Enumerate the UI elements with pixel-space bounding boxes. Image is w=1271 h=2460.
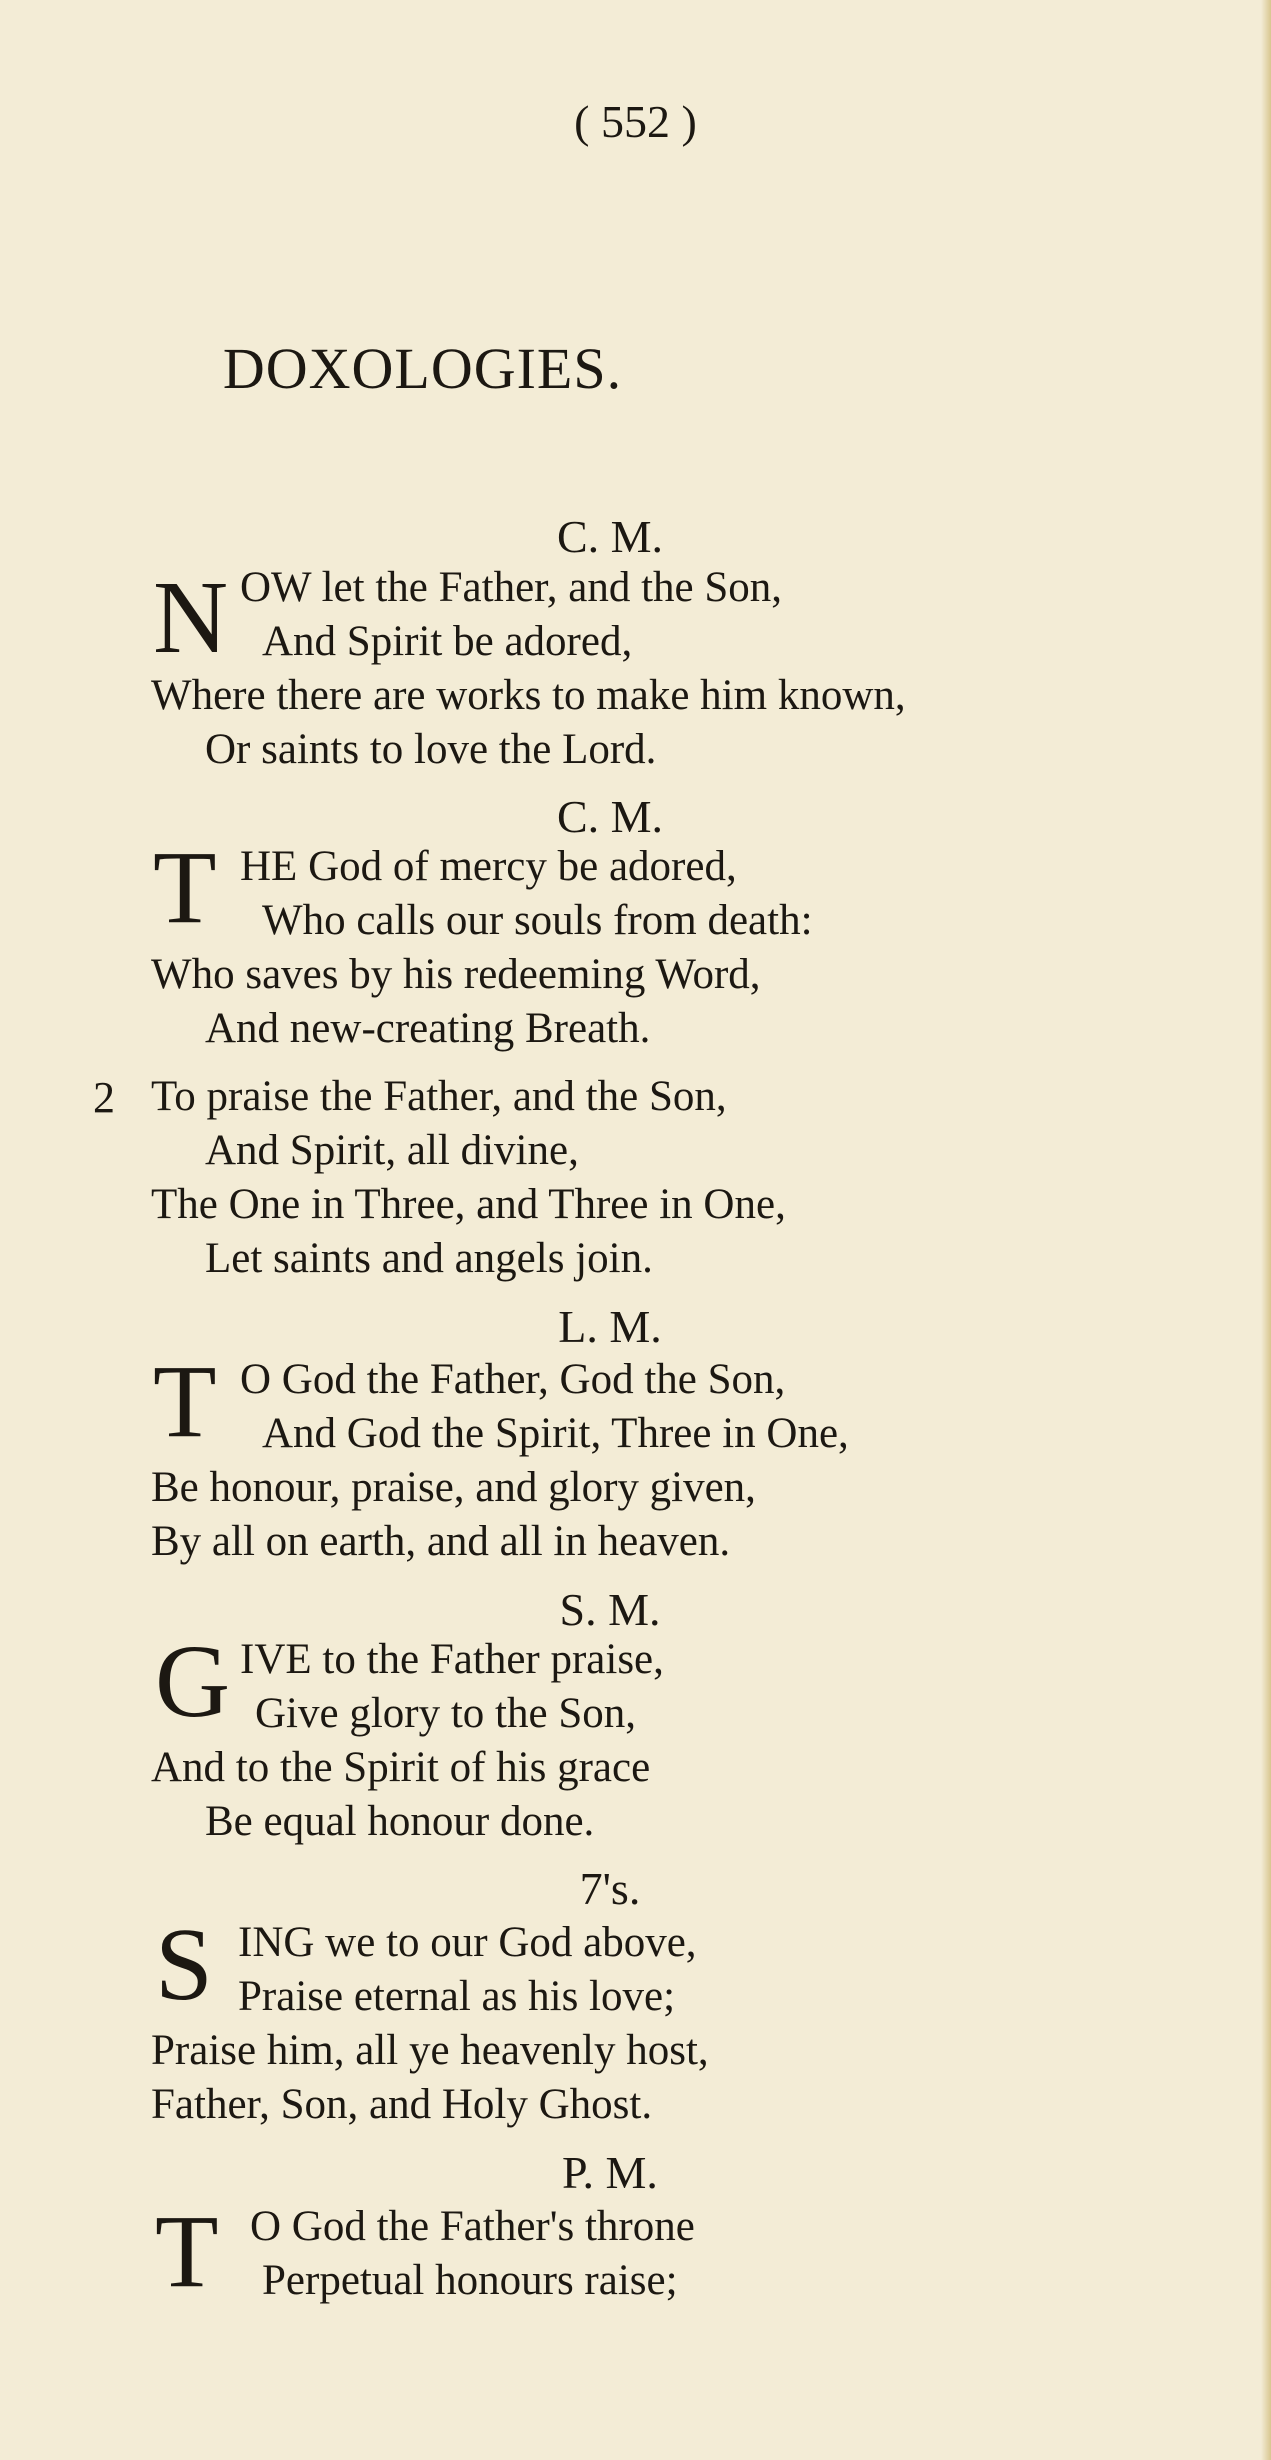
page-edge xyxy=(1261,0,1271,2460)
verse-line: Who calls our souls from death: xyxy=(262,897,813,944)
verse-line: By all on earth, and all in heaven. xyxy=(151,1518,731,1565)
verse-line: Or saints to love the Lord. xyxy=(205,726,657,773)
verse-line: Be honour, praise, and glory given, xyxy=(151,1464,756,1511)
drop-cap: T xyxy=(153,830,217,945)
verse-line: O God the Father, God the Son, xyxy=(240,1356,786,1403)
verse-line: To praise the Father, and the Son, xyxy=(151,1073,727,1120)
meter-heading: P. M. xyxy=(562,2147,658,2198)
meter-heading: L. M. xyxy=(558,1301,662,1352)
verse-line: ING we to our God above, xyxy=(238,1919,697,1966)
verse-line: Give glory to the Son, xyxy=(255,1690,636,1737)
verse-line: Who saves by his redeeming Word, xyxy=(151,951,761,998)
verse-line: And God the Spirit, Three in One, xyxy=(262,1410,849,1457)
page-number: ( 552 ) xyxy=(574,96,697,147)
drop-cap: N xyxy=(153,560,229,675)
verse-line: Let saints and angels join. xyxy=(205,1235,653,1282)
verse-line: And to the Spirit of his grace xyxy=(151,1744,651,1791)
drop-cap: T xyxy=(155,2194,219,2309)
verse-line: Father, Son, and Holy Ghost. xyxy=(151,2081,653,2128)
stanza-number: 2 xyxy=(93,1073,115,1122)
meter-heading: 7's. xyxy=(579,1863,641,1914)
verse-line: And Spirit, all divine, xyxy=(205,1127,579,1174)
drop-cap: G xyxy=(155,1624,231,1739)
verse-line: The One in Three, and Three in One, xyxy=(151,1181,786,1228)
drop-cap: T xyxy=(153,1344,217,1459)
meter-heading: C. M. xyxy=(556,511,664,562)
verse-line: Praise eternal as his love; xyxy=(238,1973,676,2020)
verse-line: O God the Father's throne xyxy=(250,2203,695,2250)
verse-line: IVE to the Father praise, xyxy=(240,1636,664,1683)
verse-line: And Spirit be adored, xyxy=(262,618,633,665)
page-title: DOXOLOGIES. xyxy=(222,336,623,401)
verse-line: And new-creating Breath. xyxy=(205,1005,651,1052)
verse-line: Praise him, all ye heavenly host, xyxy=(151,2027,709,2074)
verse-line: HE God of mercy be adored, xyxy=(240,843,737,890)
verse-line: Where there are works to make him known, xyxy=(151,672,906,719)
verse-line: OW let the Father, and the Son, xyxy=(240,564,783,611)
verse-line: Be equal honour done. xyxy=(205,1798,595,1845)
drop-cap: S xyxy=(155,1907,213,2022)
verse-line: Perpetual honours raise; xyxy=(262,2257,678,2304)
meter-heading: C. M. xyxy=(556,791,664,842)
meter-heading: S. M. xyxy=(559,1584,661,1635)
